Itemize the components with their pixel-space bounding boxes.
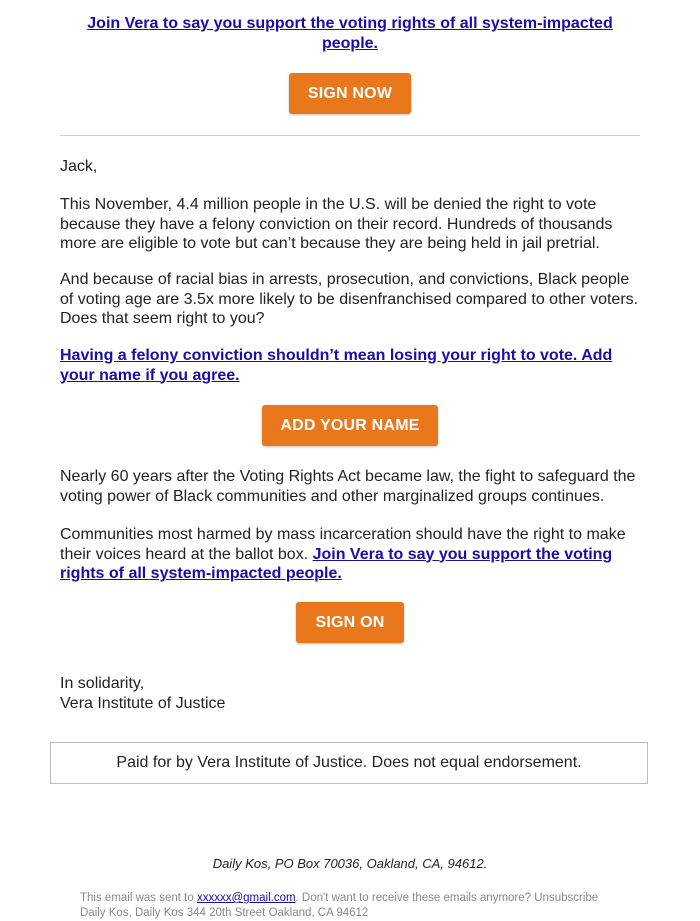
paragraph-denied-vote: This November, 4.4 million people in the U.S. will be denied the right to vote because they have a felony conviction on their record. Hundreds of thousands more are eligible to vote but can’t because they are being held in jail pretrial. bbox=[60, 196, 613, 252]
top-cta bbox=[60, 14, 640, 54]
paragraph-racial-bias: And because of racial bias in arrests, prosecution, and convictions, Black people of voting age are 3.5x more likely to be disenfranchised compared to other voters. Does that seem right to you? bbox=[60, 271, 639, 327]
footer-address: Daily Kos, PO Box 70036, Oakland, CA, 94612. bbox=[212, 856, 488, 871]
communities-text: Communities most harmed by mass incarceration should have the right to make their voices heard at the ballot box. bbox=[60, 526, 626, 563]
paid-for-disclaimer: Paid for by Vera Institute of Justice. Does not equal endorsement. bbox=[50, 742, 648, 784]
recipient-email-link[interactable]: xxxxxx@gmail.com bbox=[196, 892, 296, 904]
sign-on-button[interactable]: SIGN ON bbox=[296, 602, 404, 643]
signoff-org: Vera Institute of Justice bbox=[60, 694, 226, 712]
paragraph-voting-rights-act: Nearly 60 years after the Voting Rights Act became law, the fight to safeguard the voting power of Black communities and other marginalized groups continues. bbox=[60, 468, 636, 505]
sign-now-button[interactable]: SIGN NOW bbox=[289, 73, 411, 114]
sent-prefix: This email was sent to bbox=[80, 892, 197, 904]
top-petition-link[interactable]: Join Vera to say you support the voting rights of all system-impacted people. bbox=[87, 15, 613, 52]
signoff bbox=[60, 674, 645, 713]
footer-sent-notice bbox=[80, 891, 680, 906]
paragraph-communities bbox=[60, 525, 645, 584]
signoff-closing: In solidarity, bbox=[60, 675, 145, 692]
greeting: Jack, bbox=[60, 158, 98, 175]
paragraph-link-wrap bbox=[60, 346, 645, 385]
add-your-name-button[interactable]: ADD YOUR NAME bbox=[262, 405, 438, 446]
footer-address-line: Daily Kos, Daily Kos 344 20th Street Oakland, CA 94612 bbox=[80, 907, 369, 919]
divider bbox=[60, 135, 640, 136]
add-name-link[interactable]: Having a felony conviction shouldn’t mean losing your right to vote. Add your name if you agree. bbox=[60, 347, 613, 384]
join-vera-link[interactable]: Join Vera to say you support the voting rights of all system-impacted people. bbox=[60, 545, 613, 582]
unsubscribe-text[interactable]: . Don't want to receive these emails anymore? Unsubscribe bbox=[295, 892, 599, 904]
